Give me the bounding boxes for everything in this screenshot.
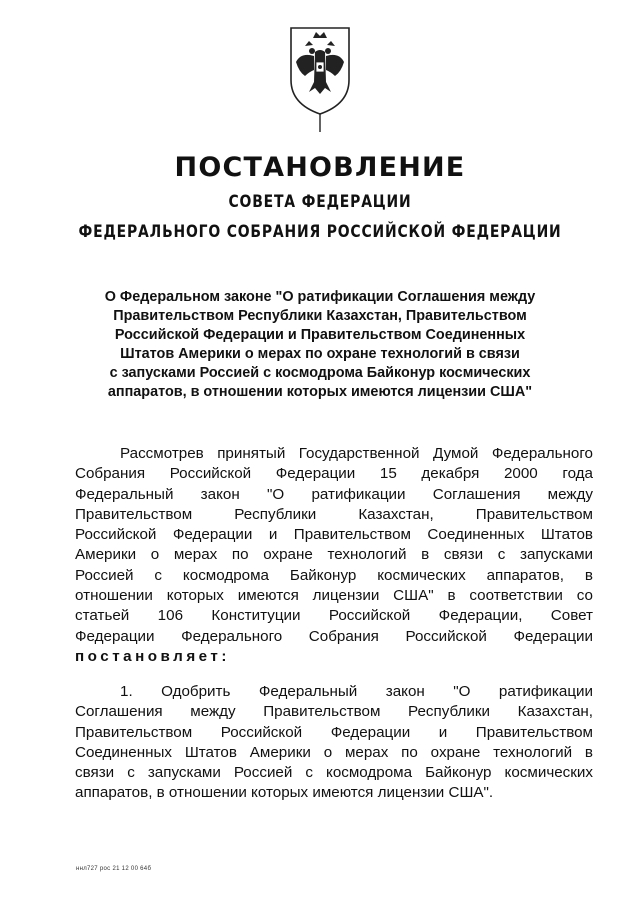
- subject-line: с запусками Россией с космодрома Байконур космических: [109, 365, 531, 381]
- item-1-paragraph: [75, 682, 593, 804]
- text-line: Правительством Российской Федерации и Правительством: [75, 723, 593, 741]
- subject-line: Штатов Америки о мерах по охране технологий в связи: [120, 346, 520, 362]
- text-line: отношении которых имеются лицензии США" в соответствии со: [75, 587, 593, 605]
- subject-line: О Федеральном законе "О ратификации Соглашения между: [104, 289, 536, 305]
- text-line: Соглашения между Правительством Республики Казахстан,: [75, 703, 593, 721]
- text-line: Собрания Российской Федерации 15 декабря 2000 года: [75, 465, 593, 483]
- text-line: статьей 106 Конституции Российской Федерации, Совет: [75, 607, 593, 625]
- text-line: аппаратов, в отношении которых имеются лицензии США".: [75, 784, 494, 802]
- footer-code: ннл727 рос 21 12 00 64б: [76, 866, 152, 872]
- text-line: связи с запусками Россией с космодрома Байконур космических: [75, 764, 593, 782]
- text-line: Соединенных Штатов Америки о мерах по охране технологий в: [75, 743, 593, 761]
- text-line: Российской Федерации и Правительством Соединенных Штатов: [75, 526, 593, 544]
- subject-line: Правительством Республики Казахстан, Правительством: [113, 308, 527, 324]
- text-line: Россией с космодрома Байконур космических аппаратов, в: [75, 566, 593, 584]
- resolves-word: постановляет:: [75, 647, 230, 665]
- issuer-line-1: СОВЕТА ФЕДЕРАЦИИ: [228, 192, 412, 212]
- coat-of-arms-icon: [285, 22, 355, 134]
- text-line: Правительством Республики Казахстан, Правительством: [75, 505, 593, 523]
- text-line: 1. Одобрить Федеральный закон "О ратификации: [120, 683, 593, 700]
- document-subject: [70, 288, 570, 402]
- document-title: ПОСТАНОВЛЕНИЕ: [174, 152, 466, 183]
- subject-line: Российской Федерации и Правительством Соединенных: [114, 327, 526, 343]
- text-line: Федеральный закон "О ратификации Соглашения между: [75, 485, 593, 503]
- text-line: Федерации Федерального Собрания Российской Федерации: [75, 627, 593, 645]
- text-line: Америки о мерах по охране технологий в связи с запусками: [75, 546, 593, 564]
- text-line: Рассмотрев принятый Государственной Думой Федерального: [120, 445, 593, 462]
- issuer-line-2: ФЕДЕРАЛЬНОГО СОБРАНИЯ РОССИЙСКОЙ ФЕДЕРАЦИИ: [78, 222, 562, 242]
- preamble-paragraph: [75, 444, 593, 667]
- subject-line: аппаратов, в отношении которых имеются лицензии США": [107, 384, 533, 400]
